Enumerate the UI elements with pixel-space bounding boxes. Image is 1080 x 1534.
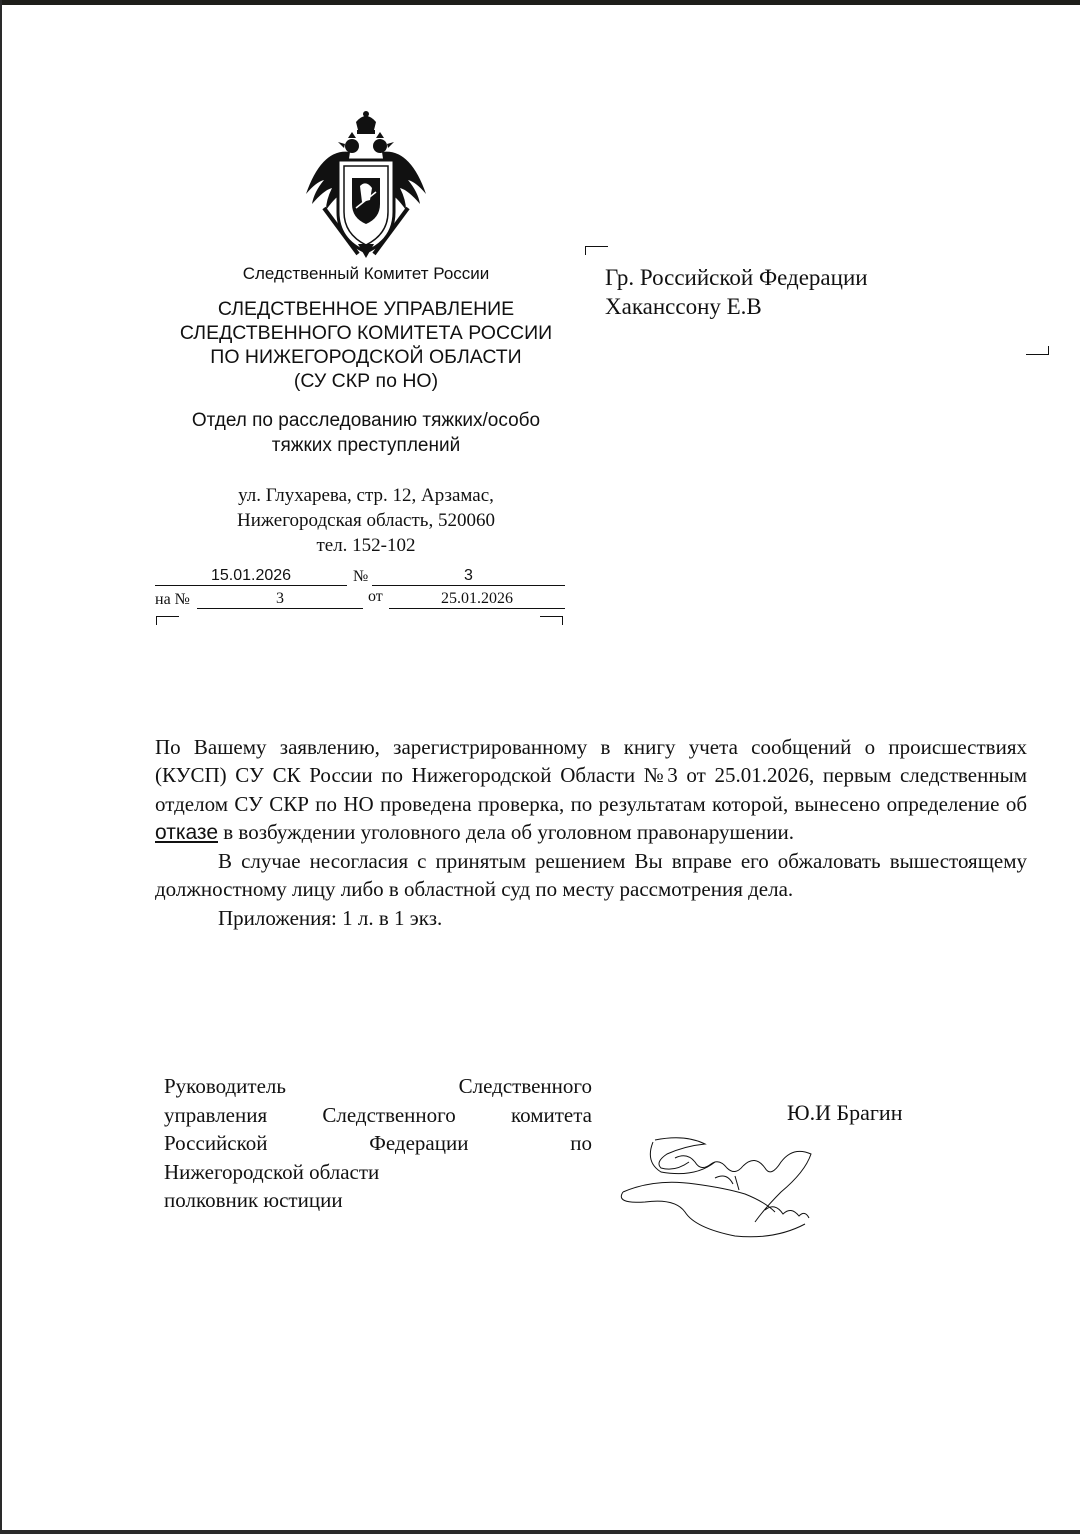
outgoing-number: 3	[372, 566, 565, 586]
corner-mark	[540, 616, 563, 625]
department-line: (СУ СКР по НО)	[293, 370, 439, 392]
committee-name: Следственный Комитет России	[242, 264, 490, 283]
document-bottom-border	[0, 1530, 1080, 1534]
handwritten-signature	[615, 1132, 815, 1242]
position-line: полковник юстиции	[164, 1188, 343, 1212]
recipient-block	[605, 263, 868, 321]
department-name	[155, 297, 577, 393]
number-sign: №	[353, 568, 369, 585]
address-block	[155, 483, 577, 558]
phone-line: тел. 152-102	[316, 535, 416, 556]
recipient-name: Хаканссону Е.В	[605, 294, 762, 319]
letter-body	[155, 733, 1027, 932]
subdepartment-name	[155, 408, 577, 458]
department-line: СЛЕДСТВЕННОЕ УПРАВЛЕНИЕ	[217, 298, 515, 320]
department-line: СЛЕДСТВЕННОГО КОМИТЕТА РОССИИ	[179, 322, 553, 344]
attachments-line: Приложения: 1 л. в 1 экз.	[218, 905, 443, 930]
document-left-border	[0, 0, 2, 1534]
outgoing-date: 15.01.2026	[155, 566, 347, 586]
body-paragraph: В случае несогласия с принятым решением Вы вправе его обжаловать вышестоящему должностному лицу либо в областной суд по месту рассмотрения дела.	[155, 849, 1027, 902]
refusal-emphasis: отказе	[155, 820, 218, 844]
department-line: ПО НИЖЕГОРОДСКОЙ ОБЛАСТИ	[210, 346, 522, 368]
emblem-icon	[302, 108, 430, 258]
address-line: Нижегородская область, 520060	[237, 510, 495, 531]
corner-mark	[585, 246, 608, 255]
ref-number: 3	[197, 589, 363, 609]
document-top-border	[0, 0, 1080, 5]
body-text-segment: По Вашему заявлению, зарегистрированному в книгу учета сообщений о происшествиях (КУСП) СУ СК России по Нижегородской Области №3 от 25.01.2026, первым следственным отделом СУ СКР по НО проведена проверка, по результатам которой, вынесено определение об	[155, 735, 1027, 816]
subdepartment-line: Отдел по расследованию тяжких/особо	[191, 410, 541, 431]
ref-date: 25.01.2026	[389, 589, 565, 609]
body-text-segment: в возбуждении уголовного дела об уголовном правонарушении.	[218, 819, 795, 844]
ref-prefix: на №	[155, 591, 190, 608]
ref-from: от	[368, 588, 383, 605]
position-line: управления Следственного комитета	[164, 1102, 592, 1127]
body-paragraph	[155, 733, 1027, 847]
signatory-name: Ю.И Брагин	[787, 1100, 903, 1125]
corner-mark	[1026, 346, 1049, 355]
corner-mark	[156, 616, 179, 625]
address-line: ул. Глухарева, стр. 12, Арзамас,	[238, 485, 494, 506]
position-line: Российской Федерации по	[164, 1131, 592, 1155]
signatory-position	[164, 1072, 592, 1215]
position-line: Нижегородской области	[164, 1159, 380, 1184]
position-line: Руководитель Следственного	[164, 1074, 592, 1098]
recipient-line: Гр. Российской Федерации	[605, 265, 868, 290]
subdepartment-line: тяжких преступлений	[271, 435, 461, 456]
